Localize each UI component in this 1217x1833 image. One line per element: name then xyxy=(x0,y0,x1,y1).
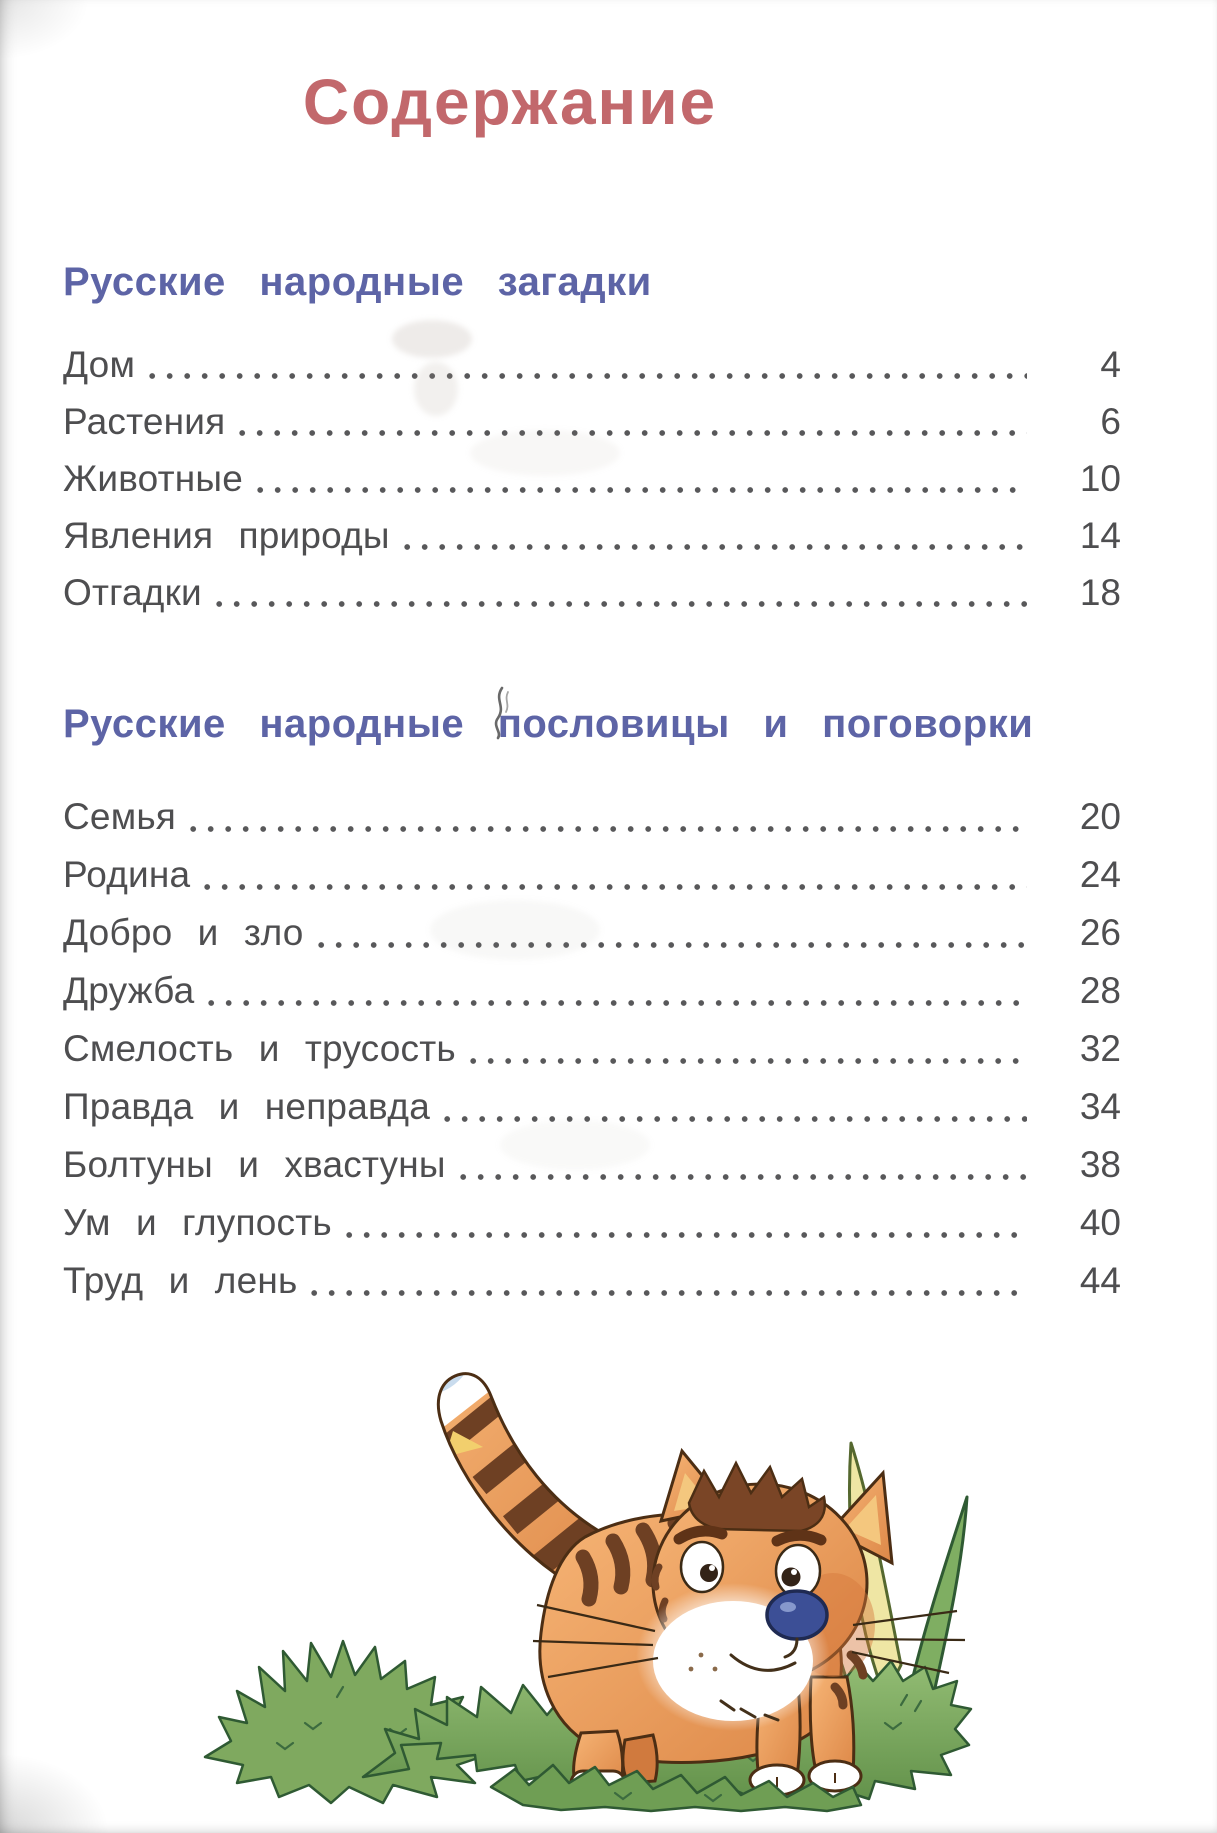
dotted-leader xyxy=(311,1289,1027,1297)
toc-entry-page: 38 xyxy=(1079,1144,1121,1185)
toc-entry-label: Смелость и трусость xyxy=(63,1028,456,1069)
dotted-leader xyxy=(216,600,1027,608)
toc-entry-label: Болтуны и хвастуны xyxy=(63,1144,446,1185)
toc-entry xyxy=(63,336,1121,393)
cat-eye-left xyxy=(681,1542,723,1592)
dotted-leader xyxy=(470,1057,1027,1065)
toc-entry-page: 10 xyxy=(1079,457,1121,499)
toc-entry-label: Добро и зло xyxy=(63,912,304,953)
toc-entry-page: 24 xyxy=(1079,854,1121,895)
cat-hair-tuft xyxy=(689,1463,825,1531)
section-heading-riddles: Русские народные загадки xyxy=(63,260,652,304)
toc-entry-page: 40 xyxy=(1079,1202,1121,1243)
toc-entry xyxy=(63,393,1121,450)
dotted-leader xyxy=(257,486,1027,494)
page-corner-shading xyxy=(0,0,90,60)
toc-entry-label: Семья xyxy=(63,796,177,837)
toc-entry-page: 26 xyxy=(1079,912,1121,953)
toc-entry-page: 4 xyxy=(1100,343,1121,385)
dotted-leader xyxy=(239,429,1027,437)
toc-entry-page: 20 xyxy=(1079,796,1121,837)
dotted-leader xyxy=(444,1115,1027,1123)
toc-entry-page: 34 xyxy=(1079,1086,1121,1127)
toc-entry-page: 14 xyxy=(1079,514,1121,556)
dotted-leader xyxy=(190,825,1027,833)
page-corner-shading xyxy=(0,1753,110,1833)
toc-entry-page: 28 xyxy=(1079,970,1121,1011)
toc-entry xyxy=(63,788,1121,846)
toc-entry-page: 32 xyxy=(1079,1028,1121,1069)
toc-entry-label: Явления природы xyxy=(63,514,390,556)
dotted-leader xyxy=(346,1231,1027,1239)
toc-entry-label: Ум и глупость xyxy=(63,1202,332,1243)
toc-entry-label: Растения xyxy=(63,400,226,442)
toc-entry xyxy=(63,1020,1121,1078)
toc-entry xyxy=(63,1136,1121,1194)
toc-entry-label: Правда и неправда xyxy=(63,1086,430,1127)
dotted-leader xyxy=(204,883,1027,891)
toc-entry xyxy=(63,904,1121,962)
toc-entry xyxy=(63,507,1121,564)
toc-entry-label: Животные xyxy=(63,457,243,499)
dotted-leader xyxy=(460,1173,1027,1181)
toc-entry-label: Родина xyxy=(63,854,191,895)
toc-entry xyxy=(63,1194,1121,1252)
dotted-leader xyxy=(149,372,1027,380)
toc-entry-label: Дружба xyxy=(63,970,195,1011)
cat-in-grass-illustration xyxy=(185,1325,1005,1820)
toc-list-riddles xyxy=(63,336,1121,621)
toc-entry-label: Отгадки xyxy=(63,571,202,613)
toc-entry-page: 6 xyxy=(1100,400,1121,442)
toc-entry-label: Дом xyxy=(63,343,136,385)
toc-entry xyxy=(63,1078,1121,1136)
toc-entry-page: 44 xyxy=(1079,1260,1121,1301)
cat-nose xyxy=(767,1591,827,1639)
section-heading-proverbs: Русские народные пословицы и поговорки xyxy=(63,702,1034,746)
toc-entry xyxy=(63,564,1121,621)
toc-entry-page: 18 xyxy=(1079,571,1121,613)
dotted-leader xyxy=(404,543,1027,551)
toc-entry xyxy=(63,1252,1121,1310)
toc-entry xyxy=(63,846,1121,904)
dotted-leader xyxy=(208,999,1027,1007)
toc-entry xyxy=(63,450,1121,507)
toc-entry-label: Труд и лень xyxy=(63,1260,298,1301)
toc-list-proverbs xyxy=(63,788,1121,1310)
dotted-leader xyxy=(318,941,1027,949)
page-title: Содержание xyxy=(302,66,718,138)
toc-entry xyxy=(63,962,1121,1020)
